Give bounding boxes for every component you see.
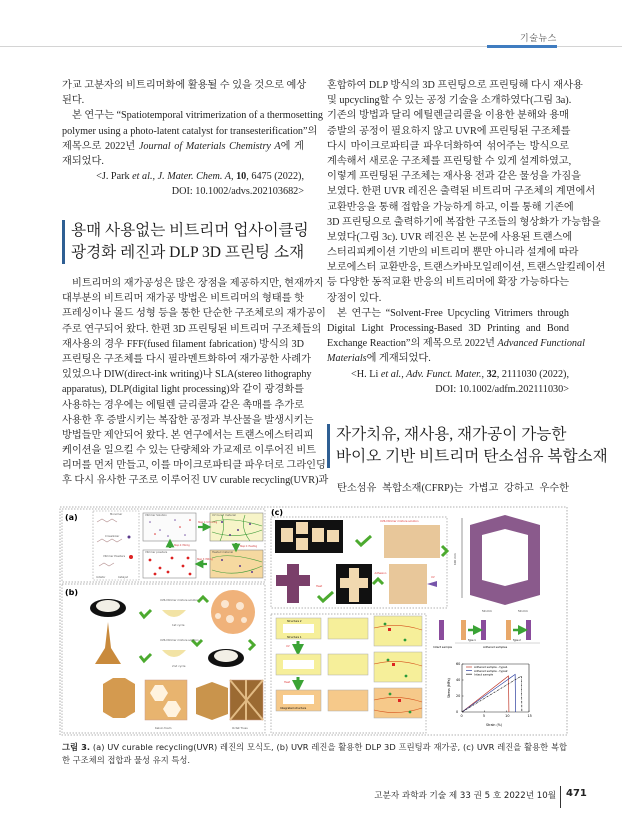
- text-segment: DOI: 10.1002/advs.202103682>: [171, 186, 304, 198]
- svg-text:Integrated structure: Integrated structure: [280, 707, 307, 710]
- legend-label: Intact sample: [474, 672, 494, 677]
- x-tick-label: 0: [460, 714, 463, 718]
- text-segment: 에 게재되었다.: [366, 353, 431, 365]
- heading-line: 용매 사용없는 비트리머 업사이클링: [71, 222, 309, 239]
- svg-text:2nd cycle: 2nd cycle: [172, 664, 186, 668]
- green-arrow-icon: [249, 640, 254, 650]
- vitrimer-powders-box: [143, 550, 196, 578]
- text-segment: ,: [481, 368, 487, 380]
- kelvin-foam-closeup-image: [145, 680, 187, 720]
- x-tick-label: 10: [505, 714, 510, 718]
- text-segment: 주로 연구되어 왔다. 한편 3D 프린팅된 비트리머 구조체들의: [62, 323, 322, 335]
- svg-text:UV: UV: [286, 645, 290, 648]
- text-segment: 에 게: [280, 140, 304, 152]
- uv-cured-joint-photo: [389, 564, 427, 604]
- green-arrow-icon: [356, 536, 371, 545]
- svg-text:50 mm: 50 mm: [482, 609, 492, 613]
- svg-text:UVR-Vitrimer mixture solution: UVR-Vitrimer mixture solution: [380, 520, 419, 523]
- text-segment: apparatus), DLP(digital light processing)와 같이 광경화를: [62, 384, 304, 396]
- eiffel-tower-image: [95, 622, 121, 664]
- footer-separator: [560, 786, 561, 808]
- text-segment: 프레싱이나 몰드 성형 등을 통한 단순한 구조체로의 재가공이: [62, 308, 326, 320]
- resin-solution-image: [162, 650, 186, 657]
- text-segment: Exchange Reaction”의 제목으로 2022년: [327, 338, 498, 350]
- figure-caption: [62, 741, 567, 767]
- mixture-solution-photo: [384, 525, 440, 558]
- svg-text:Heated material: Heated material: [212, 551, 234, 554]
- text-segment: 사용하는 경우에는 에틸렌 글리콜과 같은 촉매를 추가로: [62, 399, 304, 411]
- caption-text: (a) UV curable recycling(UVR) 레진의 모식도, (b) UVR 레진을 활용한 DLP 3D 프린팅과 재가공, (c) UVR 레진을 활용한 복합한 구조체의 접합과 물성 유지 특성.: [62, 742, 568, 765]
- panel-b: [62, 584, 265, 733]
- section-label: 기술뉴스: [520, 34, 557, 44]
- green-arrow-icon: [442, 546, 447, 556]
- uv-cured-material-box: [210, 513, 263, 541]
- legend-vitrimer-powders: Vitrimer Powders: [103, 555, 126, 558]
- green-arrow-icon: [140, 610, 151, 617]
- y-tick-label: 60: [456, 662, 461, 667]
- crosslinker-dot-icon: [128, 536, 131, 539]
- text-segment: , 6475 (2022),: [246, 171, 304, 183]
- panel-b-label: (b): [65, 588, 79, 597]
- text-segment: 제목으로 2022년: [62, 140, 139, 152]
- interface-closeup-diagram: [374, 616, 422, 646]
- legend-monomer: Monomer: [110, 513, 123, 516]
- italic-text: Journal of Materials Chemistry A: [138, 140, 281, 152]
- text-segment: 본 연구는 “Solvent-Free Upcycling Vitrimers through: [337, 307, 569, 319]
- text-segment: 리머를 먼저 만들고, 이를 마이크로파티클 파우더로 그라인딩: [62, 460, 326, 472]
- heading-line: 광경화 레진과 DLP 3D 프린팅 소재: [71, 244, 305, 261]
- text-segment: 방법들만 제안되어 왔다. 본 연구에서는 트랜스에스터리피: [62, 429, 314, 441]
- legend-label: Adhered sample - type2: [474, 668, 508, 673]
- text-segment: 교환반응을 통해 접합을 가능하게 하고, 이를 통해 기존에: [327, 201, 574, 213]
- svg-text:1st cycle: 1st cycle: [172, 623, 185, 627]
- legend-label: Adhered sample - type1: [474, 665, 508, 670]
- text-segment: 증발의 공정이 필요하지 않고 UVR에 프린팅된 구조체를: [327, 125, 571, 137]
- panel-c-label: (c): [271, 508, 284, 517]
- italic-text: Materials: [327, 353, 367, 365]
- text-segment: DOI: 10.1002/adfm.202111030>: [435, 383, 569, 395]
- uv-light-icon: [427, 581, 437, 587]
- series-line-2: [462, 674, 516, 712]
- italic-text: et al., Adv. Funct. Mater.: [380, 368, 482, 380]
- legend-crosslinker: Crosslinker: [105, 535, 120, 538]
- text-segment: 보였다. 한편 UVR 레진은 출력된 비트리머 구조체의 계면에서: [327, 186, 596, 198]
- italic-text: et al., J. Mater. Chem. A: [132, 171, 231, 183]
- kelvin-foam-image: [103, 678, 135, 718]
- text-segment: 혼합하여 DLP 방식의 3D 프린팅으로 프린팅해 다시 재사용: [327, 80, 583, 91]
- svg-text:100 mm: 100 mm: [453, 553, 457, 565]
- green-arrow-icon: [140, 654, 151, 661]
- text-segment: 된다.: [62, 95, 85, 107]
- text-segment: 보였다(그림 3c). UVR 레진은 본 논문에 사용된 트랜스에: [327, 231, 573, 243]
- heading-line: 바이오 기반 비트리머 탄소섬유 복합소재: [336, 448, 608, 465]
- printed-sphere-image: [211, 590, 255, 634]
- text-segment: 기존의 방법과 달리 에틸렌글리콜을 이용한 분해와 용매: [327, 110, 569, 122]
- svg-text:Heat: Heat: [316, 585, 323, 588]
- series-line-3: [462, 676, 522, 712]
- green-arrow-icon: [373, 579, 383, 584]
- text-segment: 3D 프린팅으로 출력하기에 복잡한 구조들의 형상화가 가능함을: [327, 216, 601, 228]
- text-segment: polymer using a photo-latent catalyst for transesterification”의: [62, 125, 318, 137]
- heated-cross-image: [276, 564, 310, 603]
- adhesion-label: Adhesion: [374, 572, 387, 575]
- svg-text:Step 4: Mixing: Step 4: Mixing: [174, 544, 190, 547]
- svg-text:Type 2: Type 2: [513, 639, 521, 642]
- text-segment: 등 다양한 동적교환 반응의 비트리머에 확장 가능하다는: [327, 277, 569, 289]
- text-segment: 케이션을 일으킬 수 있는 단량체와 가교제로 이루어진 비트: [62, 445, 317, 457]
- svg-text:Adhered samples: Adhered samples: [483, 645, 508, 649]
- svg-text:50 mm: 50 mm: [518, 609, 528, 613]
- x-tick-label: 15: [527, 714, 532, 718]
- text-segment: 이렇게 프린팅된 구조체는 재사용 전과 같은 물성을 가짐을: [327, 171, 582, 183]
- svg-text:Kelvin foam: Kelvin foam: [155, 726, 172, 730]
- svg-text:Heat: Heat: [284, 681, 291, 684]
- svg-text:Vitrimer Solution: Vitrimer Solution: [145, 514, 167, 517]
- text-segment: 재사용의 경우 FFF(fused filament fabrication) 방식의 3D: [62, 338, 304, 350]
- journal-info: 고분자 과학과 기술 제 33 권 5 호 2022년 10월: [374, 791, 556, 801]
- text-segment: ,: [230, 171, 237, 183]
- svg-text:Type 1: Type 1: [468, 639, 476, 642]
- octet-truss-image: [196, 682, 228, 720]
- svg-text:UV: UV: [431, 576, 435, 579]
- text-segment: 스터리피케이션 기반의 비트리머 뿐만 아니라 설계에 따라: [327, 247, 579, 259]
- heading-line: 자가치유, 재사용, 재가공이 가능한: [336, 426, 567, 443]
- bold-text: 10: [236, 171, 247, 183]
- text-segment: Digital Light Processing-Based 3D Printing and Bond: [327, 323, 569, 334]
- svg-text:Octet Truss: Octet Truss: [232, 726, 248, 730]
- x-tick-label: 5: [482, 714, 486, 718]
- svg-text:UVR-Vitrimer mixture solution: UVR-Vitrimer mixture solution: [160, 599, 199, 602]
- vitrimer-solution-box: [143, 513, 196, 541]
- heated-material-box: [210, 550, 263, 578]
- text-segment: 장점이 있다.: [327, 292, 382, 304]
- legend-initiator: Initiator: [96, 576, 106, 579]
- text-segment: 다시 마이크로파티클 파우더화하여 섞어주는 방식으로: [327, 140, 569, 152]
- text-segment: <H. Li: [351, 368, 381, 380]
- svg-text:Vitrimer powders: Vitrimer powders: [145, 551, 168, 554]
- text-segment: , 2111030 (2022),: [496, 368, 569, 380]
- panel-c: [271, 508, 540, 733]
- adhered-sample-type1-image: [461, 620, 466, 640]
- svg-text:Intact sample: Intact sample: [433, 645, 453, 649]
- legend-catalyst: Catalyst: [118, 576, 128, 579]
- svg-text:UV Cured material: UV Cured material: [212, 514, 236, 517]
- text-segment: 본 연구는 “Spatiotemporal vitrimerization of a thermosetting: [72, 110, 323, 122]
- svg-text:Step 3: Milling: Step 3: Milling: [197, 558, 213, 561]
- page-number: 471: [566, 788, 587, 799]
- text-segment: 후 다시 유사한 구조로 이루어진 UV curable recycling(UVR)과: [62, 475, 329, 487]
- italic-text: Advanced Functional: [497, 338, 585, 350]
- text-segment: <J. Park: [96, 171, 133, 183]
- adhered-sample-type2-image: [506, 620, 511, 640]
- text-segment: 탄소섬유 복합소재(CFRP)는 가볍고 강하고 우수한: [337, 483, 569, 494]
- y-tick-label: 40: [456, 678, 461, 683]
- text-segment: 프린팅은 구조체를 다시 필라멘트화하여 재가공한 사례가: [62, 353, 311, 365]
- resin-solution-image: [162, 610, 186, 617]
- caption-label: 그림 3.: [62, 742, 91, 752]
- x-axis-label: Strain (%): [486, 723, 502, 727]
- green-arrow-icon: [318, 592, 333, 601]
- text-segment: 및 upcycling할 수 있는 공정 기술을 소개하였다(그림 3a).: [327, 95, 572, 107]
- panel-a: [62, 509, 265, 582]
- svg-text:Structure 2: Structure 2: [287, 620, 302, 623]
- panel-a-label: (a): [65, 513, 78, 522]
- svg-text:UVR-Vitrimer mixture solution: UVR-Vitrimer mixture solution: [160, 639, 199, 642]
- y-axis-label: Stress (MPa): [447, 678, 451, 698]
- intact-sample-image: [439, 620, 444, 640]
- text-segment: 사용한 후 증발시키는 복잡한 공정과 부산물을 발생시키는: [62, 414, 314, 426]
- text-segment: 가교 고분자의 비트리머화에 활용될 수 있을 것으로 예상: [62, 80, 307, 91]
- text-segment: 보로에스터 교환반응, 트랜스카바모일레이션, 트랜스알킬레이션: [327, 262, 606, 274]
- svg-text:Step 1: UV curing: Step 1: UV curing: [198, 521, 218, 524]
- text-segment: 계속해서 새로운 구조체를 프린팅할 수 있게 설계하였고,: [327, 155, 572, 167]
- bold-text: 32: [486, 368, 497, 380]
- y-tick-label: 20: [456, 694, 461, 699]
- text-segment: 비트리머의 재가공성은 많은 장점을 제공하지만, 현재까지: [72, 278, 324, 289]
- stress-strain-chart: [447, 662, 532, 727]
- text-segment: 있었으나 DIW(direct-ink writing)나 SLA(stereo lithography: [62, 369, 312, 381]
- green-arrow-icon: [198, 597, 208, 602]
- text-segment: 재되었다.: [62, 155, 104, 167]
- y-tick-label: 0: [456, 710, 459, 715]
- text-segment: 대부분의 비트리머 재가공 방법은 비트리머의 형태를 핫: [62, 293, 304, 305]
- powder-dot-icon: [129, 555, 133, 559]
- svg-text:Structure 1: Structure 1: [287, 636, 302, 639]
- svg-text:Step 2: Heating: Step 2: Heating: [240, 545, 258, 548]
